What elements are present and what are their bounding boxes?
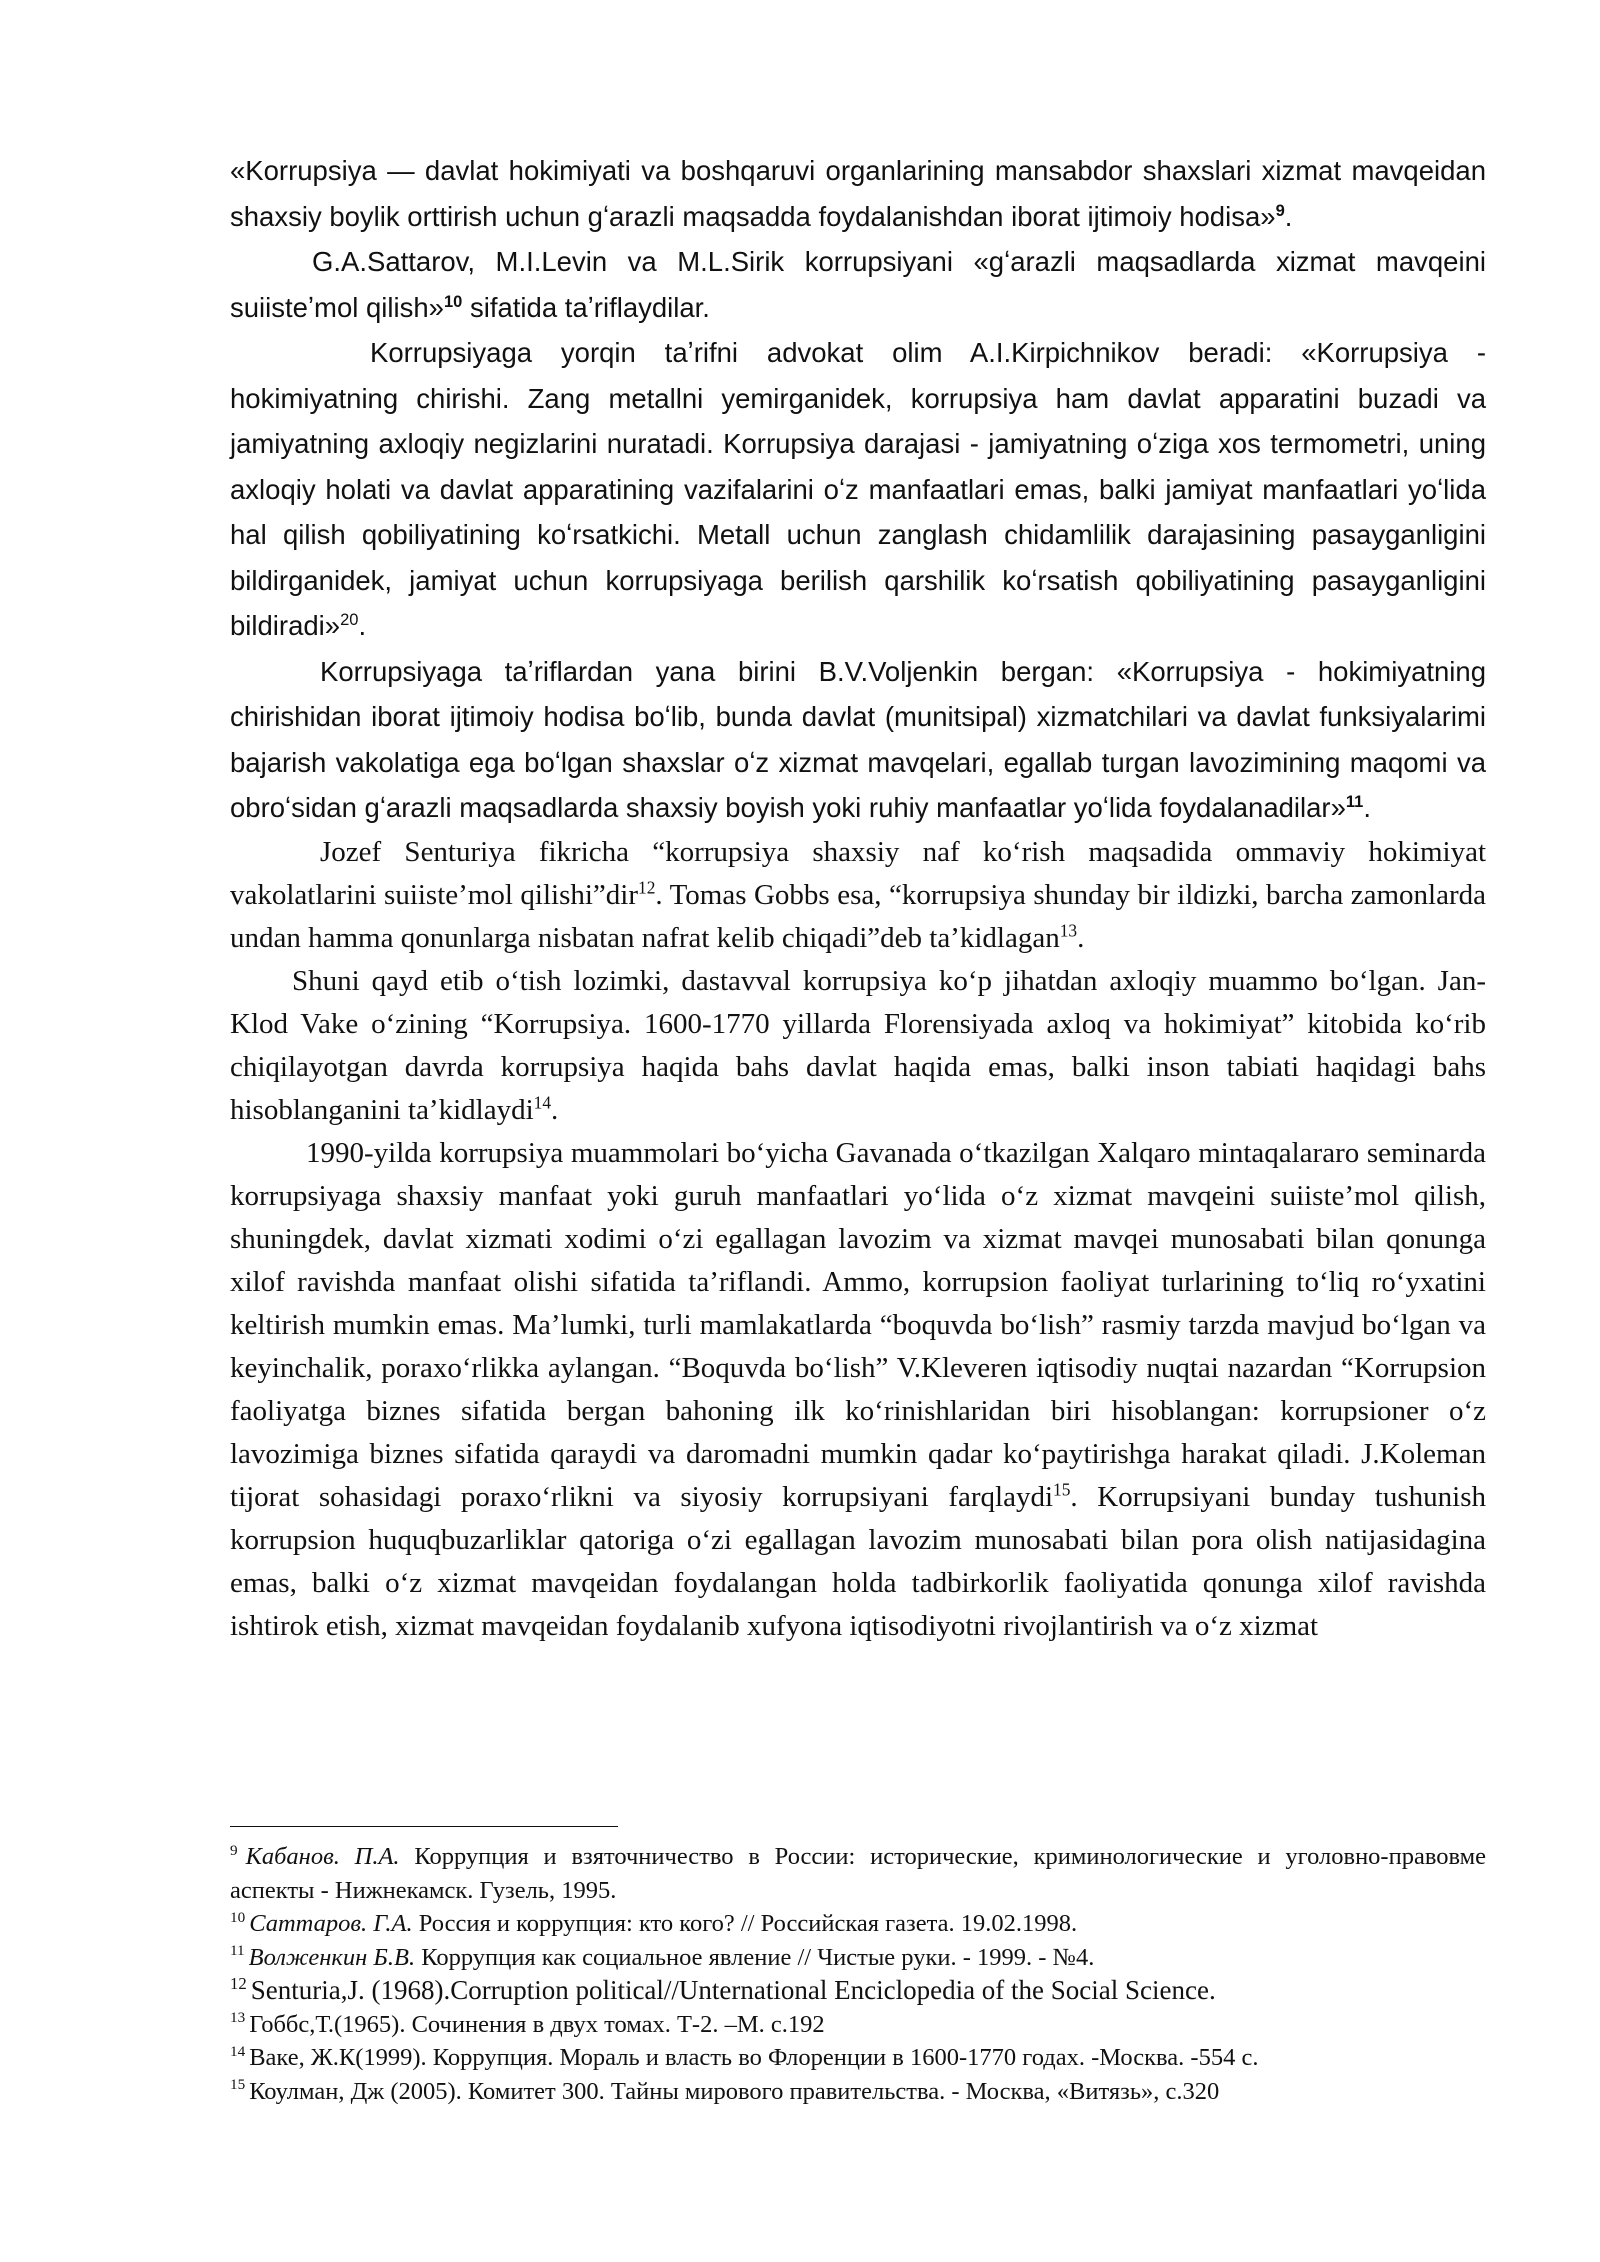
paragraph-text: .: [358, 610, 367, 641]
footnote-text: Ваке, Ж.К(1999). Коррупция. Мораль и власть во Флоренции в 1600-1770 годах. -Москва. -554 с.: [249, 2044, 1259, 2071]
paragraph-text: G.A.Sattarov, M.I.Levin va M.L.Sirik korrupsiyani «gʻarazli maqsadlarda xizmat mavqeini suiisteʼmol qilish»: [230, 246, 1486, 323]
footnote-ref: 14: [533, 1091, 552, 1112]
footnote-ref: 10: [443, 292, 463, 311]
footnote-ref: 13: [1059, 919, 1078, 940]
paragraph-gavana: [230, 1132, 1486, 1648]
paragraph-vake: [230, 960, 1486, 1132]
paragraph-text: .: [551, 1093, 559, 1126]
footnote-10: [230, 1907, 1486, 1941]
paragraph-text: .: [1077, 921, 1085, 954]
paragraph-text: . Tomas Gobbs esa, “korrupsiya shunday bir ildizki, barcha zamonlarda undan hamma qonunlarga nisbatan nafrat kelib chiqadi”deb taʼkidlagan: [230, 878, 1487, 954]
footnote-13: [230, 2008, 1486, 2042]
paragraph-text: .: [1284, 200, 1293, 232]
footnote-9: [230, 1840, 1486, 1907]
footnote-12: [230, 1974, 1486, 2008]
footnote-text: Senturia,J. (1968).Corruption political//Unternational Enciclopedia of the Social Science.: [250, 1975, 1216, 2005]
footnote-14: [230, 2041, 1486, 2075]
footnote-number: 14: [230, 2042, 246, 2060]
paragraph-kirpichnikov: [230, 330, 1486, 649]
footnote-text: Коррупция и взяточничество в России: исторические, криминологические и уголовно-правовме аспекты - Нижнекамск. Гузель, 1995.: [230, 1843, 1486, 1904]
paragraph-text: .: [1363, 792, 1371, 823]
footnote-11: [230, 1941, 1486, 1975]
paragraph-text: «Korrupsiya — davlat hokimiyati va boshqaruvi organlarining mansabdor shaxslari xizmat mavqeidan shaxsiy boylik orttirish uchun gʻarazli maqsadda foydalanishdan iborat ijtimoiy hodisa»: [230, 155, 1486, 232]
paragraph-definition: [230, 148, 1486, 239]
footnote-ref: 9: [1275, 201, 1285, 220]
paragraph-voljenkin: [230, 649, 1486, 831]
footnote-number: 13: [230, 2009, 246, 2027]
document-body: [230, 148, 1486, 1648]
paragraph-text: 1990-yilda korrupsiya muammolari boʻyicha Gavanada oʻtkazilgan Xalqaro mintaqalararo seminarda korrupsiyaga shaxsiy manfaat yoki guruh manfaatlari yoʻlida oʻz xizmat mavqeini suiisteʼmol qilish, shuningdek, davlat xizmati xodimi oʻzi egallagan lavozim va xizmat mavqei munosabati bilan qonunga xilof ravishda manfaat olishi sifatida taʼriflandi. Ammo, korrupsion faoliyat turlarining toʻliq roʻyxatini keltirish mumkin emas. Maʼlumki, turli mamlakatlarda “boquvda boʻlish” rasmiy tarzda mavjud boʻlgan va keyinchalik, poraxoʻrlikka aylangan. “Boquvda boʻlish” V.Kleveren iqtisodiy nuqtai nazardan “Korrupsion faoliyatga biznes sifatida bergan bahoning ilk koʻrinishlaridan biri hisoblangan: korrupsioner oʻz lavozimiga biznes sifatida qaraydi va daromadni mumkin qadar koʻpaytirishga harakat qiladi. J.Koleman tijorat sohasidagi poraxoʻrlikni va siyosiy korrupsiyani farqlaydi: [230, 1136, 1486, 1513]
footnote-ref: 20: [340, 610, 359, 629]
paragraph-text: Korrupsiyaga taʼriflardan yana birini B.V.Voljenkin bergan: «Korrupsiya - hokimiyatning chirishidan iborat ijtimoiy hodisa boʻlib, bunda davlat (munitsipal) xizmatchilari va davlat funksiyalarimi bajarish vakolatiga ega boʻlgan shaxslar oʻz xizmat mavqelari, egallab turgan lavozimining maqomi va obroʻsidan gʻarazli maqsadlarda shaxsiy boyish yoki ruhiy manfaatlar yoʻlida foydalanadilar»: [230, 655, 1486, 823]
footnote-number: 10: [230, 1908, 246, 1926]
paragraph-text: Jozef Senturiya fikricha “korrupsiya shaxsiy naf koʻrish maqsadida ommaviy hokimiyat vakolatlarini suiisteʼmol qilishi”dir: [230, 835, 1486, 911]
paragraph-text: Shuni qayd etib oʻtish lozimki, dastavval korrupsiya koʻp jihatdan axloqiy muammo boʻlgan. Jan-Klod Vake oʻzining “Korrupsiya. 1600-1770 yillarda Florensiyada axloq va hokimiyat” kitobida koʻrib chiqilayotgan davrda korrupsiya haqida bahs davlat haqida emas, balki inson tabiati haqidagi bahs hisoblanganini taʼkidlaydi: [230, 964, 1486, 1126]
paragraph-text: . Korrupsiyani bunday tushunish korrupsion huquqbuzarliklar qatoriga oʻzi egallagan lavozim munosabati bilan pora olish natijasidagina emas, balki oʻz xizmat mavqeidan foydalangan holda tadbirkorlik faoliyatida qonunga xilof ravishda ishtirok etish, xizmat mavqeidan foydalanib xufyona iqtisodiyotni rivojlantirish va oʻz xizmat: [230, 1480, 1486, 1642]
footnote-separator: [230, 1826, 618, 1827]
footnote-ref: 15: [1053, 1478, 1071, 1499]
footnote-text: Коулман, Дж (2005). Комитет 300. Тайны мирового правительства. - Москва, «Витязь», с.320: [249, 2077, 1220, 2105]
footnote-author: Волженкин Б.В.: [248, 1943, 416, 1971]
footnote-author: Кабанов. П.А.: [245, 1843, 400, 1870]
footnote-number: 12: [230, 1974, 247, 1993]
footnote-ref: 12: [638, 876, 656, 897]
paragraph-sattarov: [230, 239, 1486, 330]
footnote-text: Россия и коррупция: кто кого? // Российская газета. 19.02.1998.: [412, 1910, 1078, 1937]
footnote-author: Саттаров. Г.А.: [249, 1910, 413, 1937]
footnote-number: 15: [230, 2076, 246, 2094]
footnote-15: [230, 2075, 1486, 2109]
footnote-text: Коррупция как социальное явление // Чистые руки. - 1999. - №4.: [415, 1943, 1095, 1971]
footnote-number: 9: [230, 1841, 238, 1859]
paragraph-senturiya: [230, 831, 1486, 960]
paragraph-text: Korrupsiyaga yorqin taʼrifni advokat olim A.I.Kirpichnikov beradi: «Korrupsiya - hokimiyatning chirishi. Zang metallni yemirganidek, korrupsiya ham davlat apparatini buzadi va jamiyatning axloqiy negizlarini nuratadi. Korrupsiya darajasi - jamiyatning oʻziga xos termometri, uning axloqiy holati va davlat apparatining vazifalarini oʻz manfaatlari emas, balki jamiyat manfaatlari yoʻlida hal qilish qobiliyatining koʻrsatkichi. Metall uchun zanglash chidamlilik darajasining pasayganligini bildirganidek, jamiyat uchun korrupsiyaga berilish qarshilik koʻrsatish qobiliyatining pasayganligini bildiradi»: [230, 337, 1486, 641]
footnote-text: Гоббс,Т.(1965). Сочинения в двух томах. Т-2. –М. с.192: [249, 2010, 825, 2038]
footnote-ref: 11: [1345, 792, 1364, 811]
footnotes: [230, 1840, 1486, 2108]
paragraph-text: sifatida taʼriflaydilar.: [462, 291, 710, 323]
footnote-number: 11: [230, 1942, 245, 1960]
